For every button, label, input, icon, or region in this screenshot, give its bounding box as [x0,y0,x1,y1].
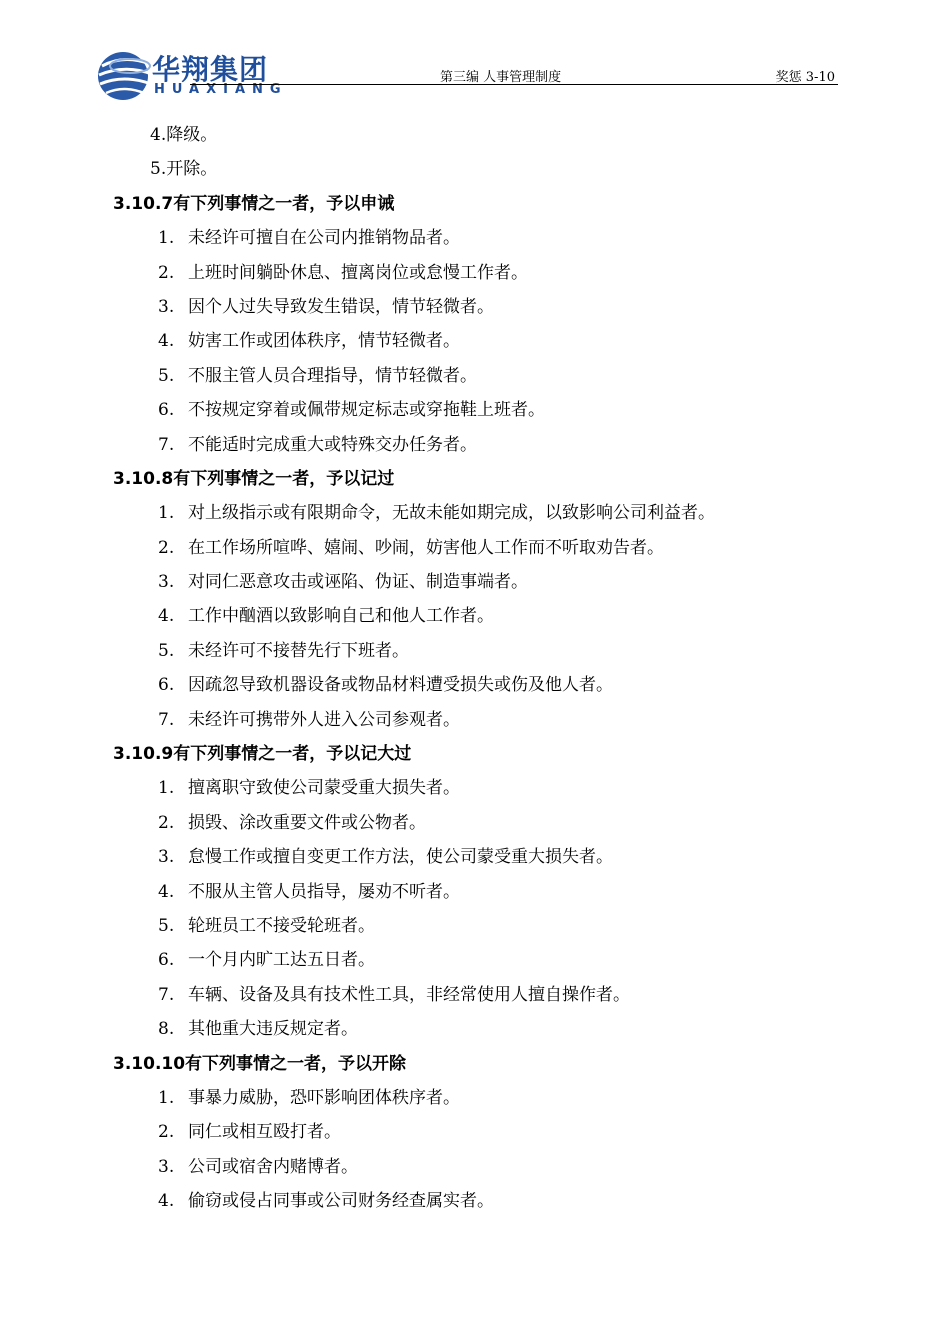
item-text: 对上级指示或有限期命令，无故未能如期完成，以致影响公司利益者。 [188,503,715,524]
item-number: 1. [158,228,175,249]
item-text: 工作中酗酒以致影响自己和他人工作者。 [188,606,494,627]
document-body [0,118,950,1219]
list-item [0,599,950,633]
item-number: 4. [158,1191,175,1212]
sections-container [0,187,950,1219]
item-number: 4. [158,881,175,902]
item-text: 未经许可擅自在公司内推销物品者。 [188,228,460,249]
item-number: 3. [158,847,175,868]
item-text: 因个人过失导致发生错误，情节轻微者。 [188,296,494,317]
item-text: 在工作场所喧哗、嬉闹、吵闹，妨害他人工作而不听取劝告者。 [188,537,664,558]
list-item [0,324,950,358]
list-item [0,393,950,427]
item-number: 2. [158,262,175,283]
list-item [0,943,950,977]
item-number: 5. [158,915,175,936]
list-item: 4.降级。 [150,125,218,145]
item-number: 6. [158,675,175,696]
item-text: 不能适时完成重大或特殊交办任务者。 [188,434,477,455]
item-text: 其他重大违反规定者。 [188,1019,358,1040]
list-item [0,531,950,565]
item-text: 一个月内旷工达五日者。 [188,950,375,971]
list-item [0,1184,950,1218]
item-text: 对同仁恶意攻击或诬陷、伪证、制造事端者。 [188,572,528,593]
section-heading: 3.10.8有下列事情之一者，予以记过 [113,468,395,489]
list-item [0,221,950,255]
chapter-title: 第三编 人事管理制度 [440,70,562,85]
list-item [0,1115,950,1149]
item-text: 怠慢工作或擅自变更工作方法，使公司蒙受重大损失者。 [188,847,613,868]
list-item: 5.开除。 [150,159,218,180]
item-text: 不按规定穿着或佩带规定标志或穿拖鞋上班者。 [188,400,545,421]
item-text: 上班时间躺卧休息、擅离岗位或怠慢工作者。 [188,262,528,283]
item-number: 2. [158,1122,175,1143]
item-number: 7. [158,434,175,455]
logo-english-name: HUAXIANG [154,82,288,97]
list-item [0,668,950,702]
item-number: 1. [158,1087,175,1108]
item-number: 7. [158,709,175,730]
list-item [0,290,950,324]
item-text: 公司或宿舍内赌博者。 [188,1156,358,1177]
item-number: 3. [158,1156,175,1177]
section-heading: 3.10.7有下列事情之一者，予以申诫 [113,193,395,214]
item-number: 2. [158,537,175,558]
list-item [0,978,950,1012]
list-item [0,875,950,909]
page-reference: 奖惩 3-10 [775,70,835,85]
item-number: 1. [158,503,175,524]
item-number: 8. [158,1019,175,1040]
page-header [0,0,950,100]
item-text: 偷窃或侵占同事或公司财务经查属实者。 [188,1191,494,1212]
item-text: 未经许可携带外人进入公司参观者。 [188,709,460,730]
list-item [0,565,950,599]
list-item [0,840,950,874]
item-text: 损毁、涂改重要文件或公物者。 [188,812,426,833]
list-item [0,359,950,393]
item-number: 5. [158,640,175,661]
list-item [0,806,950,840]
item-number: 1. [158,778,175,799]
list-item [0,496,950,530]
list-item [0,634,950,668]
item-number: 4. [158,606,175,627]
item-number: 4. [158,331,175,352]
list-item [0,703,950,737]
logo-chinese-name: 华翔集团 [152,53,269,86]
header-divider [190,84,838,85]
globe-logo-icon [96,44,156,104]
list-item [0,771,950,805]
list-item [0,1081,950,1115]
item-number: 6. [158,950,175,971]
list-item [0,1150,950,1184]
item-text: 同仁或相互殴打者。 [188,1122,341,1143]
item-number: 5. [158,365,175,386]
item-number: 3. [158,296,175,317]
item-number: 2. [158,812,175,833]
item-text: 擅离职守致使公司蒙受重大损失者。 [188,778,460,799]
section-heading: 3.10.9有下列事情之一者，予以记大过 [113,744,412,765]
item-number: 7. [158,984,175,1005]
section-heading: 3.10.10有下列事情之一者，予以开除 [113,1053,407,1074]
item-number: 6. [158,400,175,421]
list-item [0,909,950,943]
item-text: 因疏忽导致机器设备或物品材料遭受损失或伤及他人者。 [188,675,613,696]
item-text: 车辆、设备及具有技术性工具，非经常使用人擅自操作者。 [188,984,630,1005]
item-text: 未经许可不接替先行下班者。 [188,640,409,661]
item-text: 不服从主管人员指导，屡劝不听者。 [188,881,460,902]
company-logo [96,44,286,106]
list-item [0,256,950,290]
list-item [0,1012,950,1046]
item-text: 轮班员工不接受轮班者。 [188,915,375,936]
item-text: 妨害工作或团体秩序，情节轻微者。 [188,331,460,352]
item-text: 不服主管人员合理指导，情节轻微者。 [188,365,477,386]
list-item [0,428,950,462]
item-text: 事暴力威胁，恐吓影响团体秩序者。 [188,1087,460,1108]
item-number: 3. [158,572,175,593]
